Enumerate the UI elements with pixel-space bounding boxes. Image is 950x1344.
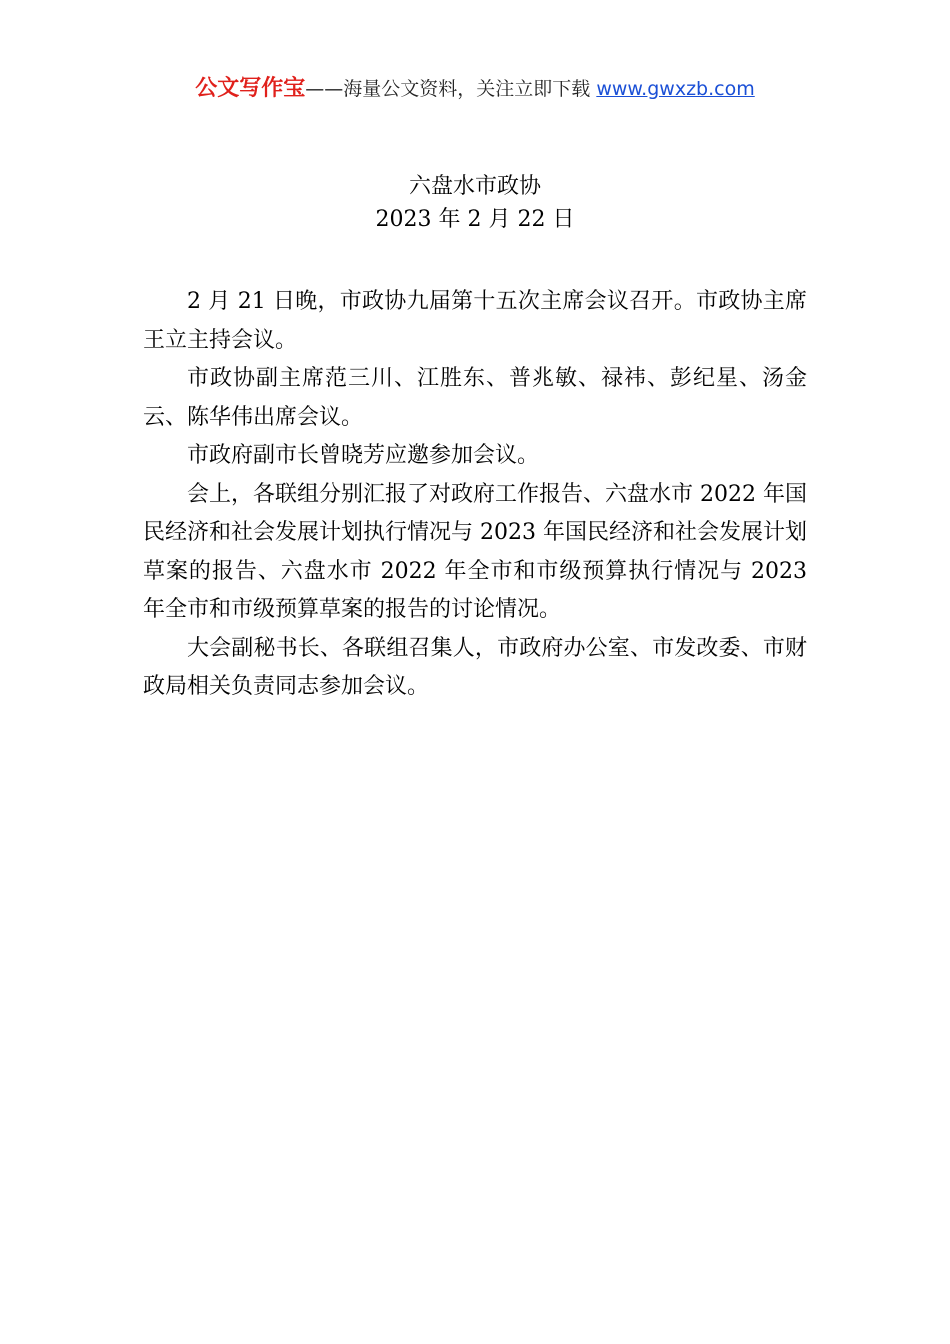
banner-site-link[interactable]: www.gwxzb.com [596, 78, 755, 100]
banner-slogan: ——海量公文资料，关注立即下载 [305, 78, 597, 100]
paragraph: 大会副秘书长、各联组召集人，市政府办公室、市发改委、市财政局相关负责同志参加会议。 [143, 635, 807, 699]
paragraph: 市政协副主席范三川、江胜东、普兆敏、禄祎、彭纪星、汤金云、陈华伟出席会议。 [143, 366, 807, 430]
banner-brand: 公文写作宝 [195, 76, 306, 101]
paragraph: 会上，各联组分别汇报了对政府工作报告、六盘水市 2022 年国民经济和社会发展计划执行情况与 2023 年国民经济和社会发展计划草案的报告、六盘水市 2022 年全市和市级预算执行情况与 2023 年全市和市级预算草案的报告的讨论情况。 [143, 481, 807, 622]
paragraph: 市政府副市长曾晓芳应邀参加会议。 [187, 443, 540, 468]
document-body [143, 283, 807, 707]
header-org: 六盘水市政协 [408, 174, 541, 199]
paragraph: 2 月 21 日晚，市政协九届第十五次主席会议召开。市政协主席王立主持会议。 [143, 289, 807, 353]
watermark-banner [0, 76, 950, 102]
document-header [0, 170, 950, 236]
header-date: 2023 年 2 月 22 日 [375, 207, 575, 232]
